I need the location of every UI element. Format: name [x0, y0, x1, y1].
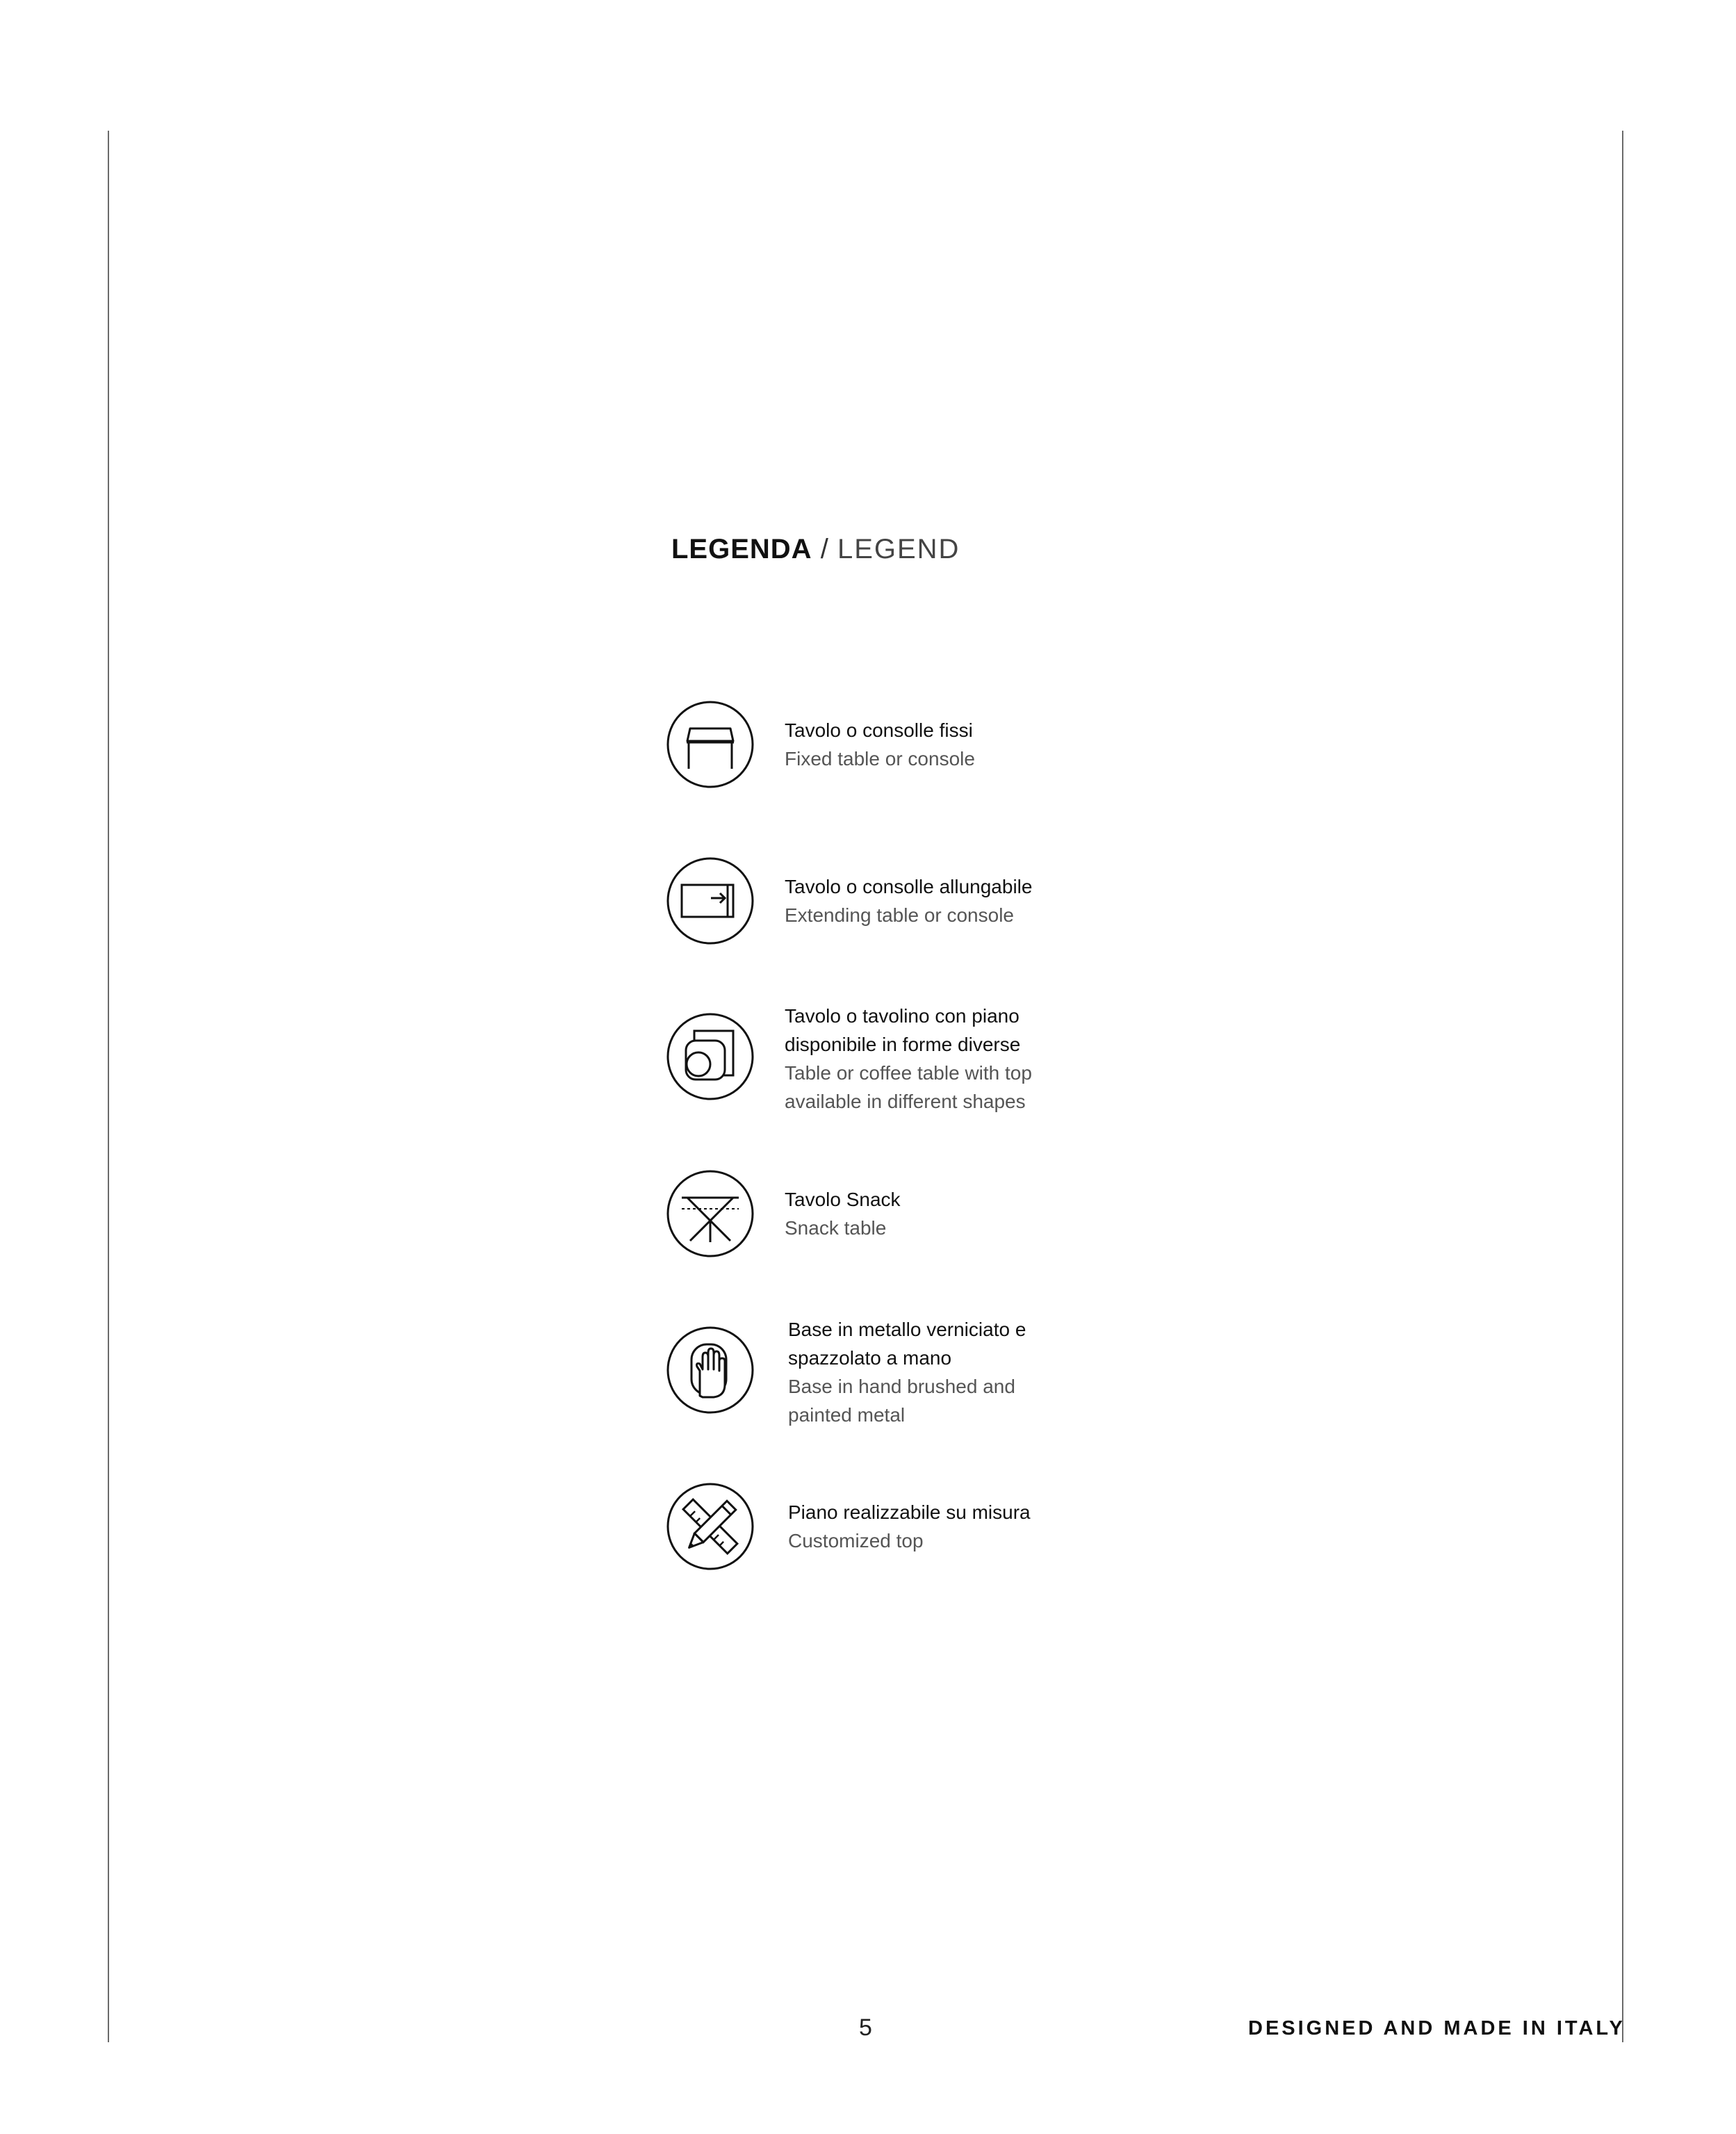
- page-title: [671, 534, 960, 565]
- label-english: Customized top: [788, 1530, 924, 1551]
- legend-text: [788, 1498, 1177, 1555]
- label-english-line-1: Base in hand brushed and: [788, 1376, 1015, 1397]
- label-english: Extending table or console: [785, 904, 1014, 926]
- snack-table-icon: [666, 1170, 754, 1257]
- title-english: LEGEND: [837, 534, 960, 564]
- legend-item-extending-table: [666, 857, 1222, 947]
- footer-tagline: DESIGNED AND MADE IN ITALY: [1248, 2017, 1626, 2039]
- legend-text: [788, 1315, 1177, 1429]
- label-italian-line-1: Tavolo o tavolino con piano: [785, 1005, 1020, 1027]
- page-number: 5: [859, 2014, 872, 2041]
- legend-item-snack-table: [666, 1170, 1222, 1260]
- right-margin-rule: [1622, 131, 1623, 2042]
- label-english: Snack table: [785, 1217, 887, 1239]
- label-english-line-1: Table or coffee table with top: [785, 1062, 1032, 1084]
- label-italian-line-2: spazzolato a mano: [788, 1347, 952, 1369]
- legend-item-hand-brushed: [666, 1319, 1222, 1426]
- hand-brushed-icon: [666, 1326, 754, 1414]
- label-italian: Tavolo Snack: [785, 1189, 901, 1210]
- label-italian-line-2: disponibile in forme diverse: [785, 1034, 1021, 1055]
- title-separator: /: [820, 534, 829, 564]
- legend-item-fixed-table: [666, 701, 1222, 791]
- label-italian: Piano realizzabile su misura: [788, 1501, 1031, 1523]
- title-italian: LEGENDA: [671, 534, 812, 564]
- label-english-line-2: available in different shapes: [785, 1091, 1026, 1112]
- label-italian-line-1: Base in metallo verniciato e: [788, 1319, 1026, 1340]
- legend-item-customized-top: [666, 1483, 1222, 1573]
- legend-text: [785, 872, 1174, 929]
- label-italian: Tavolo o consolle allungabile: [785, 876, 1033, 897]
- legend-text: [785, 1002, 1174, 1116]
- legend-text: [785, 1185, 1174, 1242]
- label-english: Fixed table or console: [785, 748, 975, 769]
- legend-text: [785, 716, 1174, 773]
- label-italian: Tavolo o consolle fissi: [785, 719, 973, 741]
- different-shapes-icon: [666, 1013, 754, 1100]
- extending-table-icon: [666, 857, 754, 945]
- fixed-table-icon: [666, 701, 754, 788]
- label-english-line-2: painted metal: [788, 1404, 906, 1426]
- ruler-pencil-icon: [666, 1483, 754, 1570]
- left-margin-rule: [108, 131, 109, 2042]
- legend-item-different-shapes: [666, 1005, 1222, 1112]
